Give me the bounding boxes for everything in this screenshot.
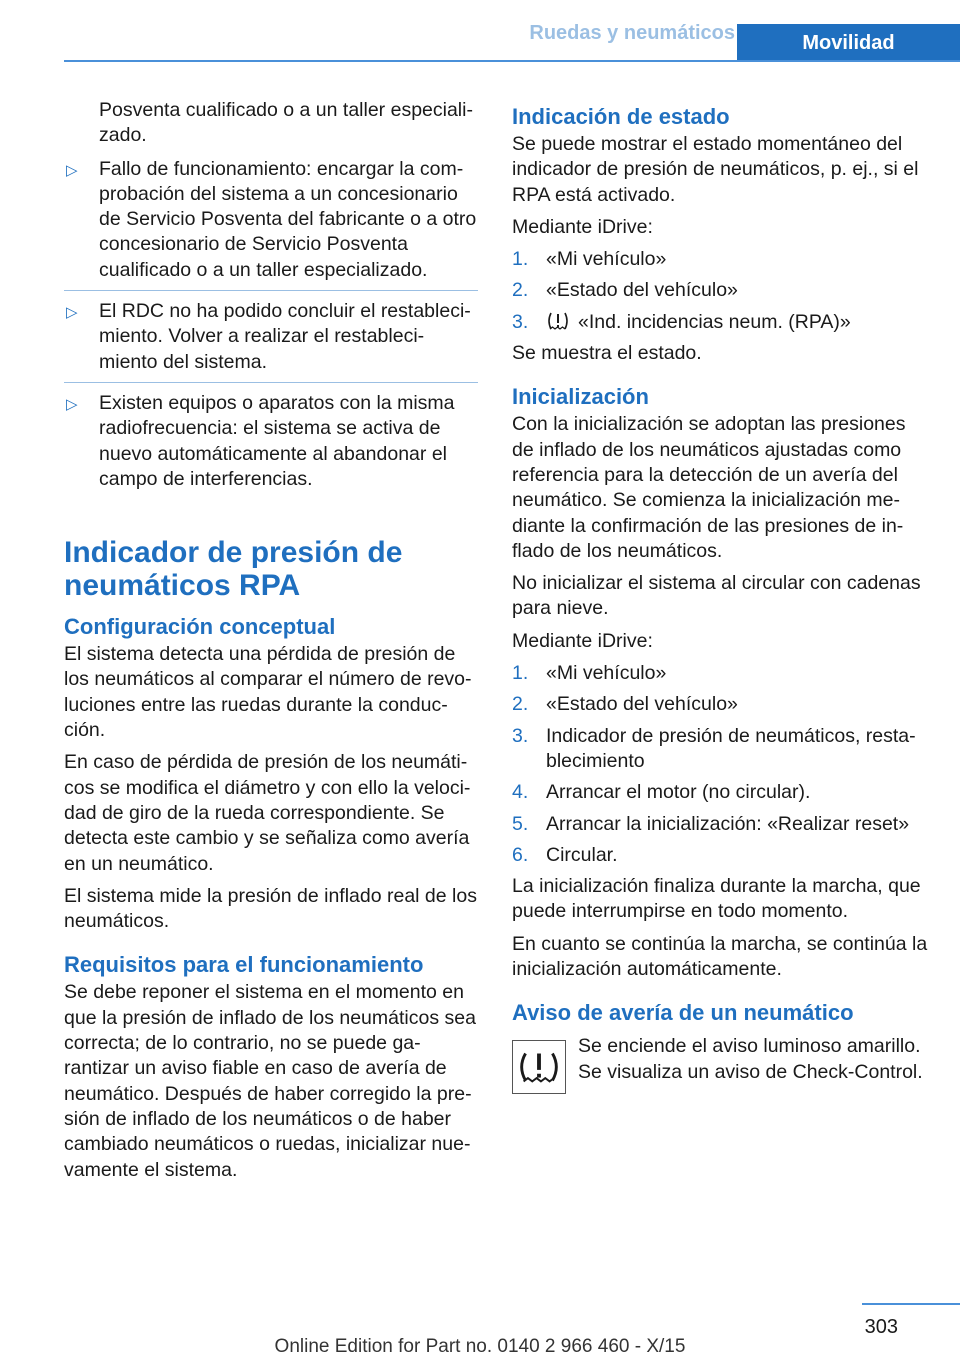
step-number: 6. [512,843,529,866]
subheading-requirements: Requisitos para el funcionamiento [64,952,424,978]
step-number: 1. [512,248,529,271]
footer-rule [862,1303,960,1305]
paragraph: Se debe reponer el sistema en el momento en que la presión de inflado de los neumáticos sea correcta; de lo contrario, no se puede ga‐rantizar un aviso fiable en caso de avería de neumático. Después de haber corregido la pre‐sión de inflado de los neumáticos o de haber cambiado neumáticos o ruedas, inicializar nue‐vamente el sistema. [64,981,476,1181]
list-item [512,247,930,272]
bullet-text: Fallo de funcionamiento: encargar la com‐probación del sistema a un concesionario de Servicio Posventa del fabricante o a otro concesionario de Servicio Posventa cualificado o a un taller especializado. [99,157,477,281]
list-item [512,692,930,717]
triangle-bullet-icon: ▷ [66,161,78,179]
warning-block [512,1034,930,1100]
subheading-concept: Configuración conceptual [64,614,336,640]
chapter-tab[interactable]: Movilidad [737,24,960,62]
section-tab[interactable]: Ruedas y neumáticos [529,22,735,44]
paragraph: Se muestra el estado. [512,342,702,365]
list-item [512,843,930,868]
step-number: 2. [512,279,529,302]
paragraph: Mediante iDrive: [512,215,653,238]
status-steps [512,247,930,335]
paragraph: En cuanto se continúa la marcha, se continúa la inicialización automáticamente. [512,932,928,981]
paragraph: Se puede mostrar el estado momentáneo del indicador de presión de neumáticos, p. ej., si el RPA está activado. [512,133,919,206]
step-number: 1. [512,662,529,685]
warning-text: Se enciende el aviso luminoso amarillo. Se visualiza un aviso de Check-Control. [578,1035,923,1083]
list-item [512,661,930,686]
list-item [512,812,930,837]
paragraph: En caso de pérdida de presión de los neumáti‐cos se modifica el diámetro y con ello la veloci‐dad de giro de la rueda correspondiente. Se detecta este cambio y se señaliza como avería en un neumático. [64,751,471,875]
step-text: Arrancar la inicialización: «Realizar reset» [546,812,910,835]
left-column [64,98,478,1190]
subheading-tire-warning: Aviso de avería de un neumático [512,1000,854,1026]
step-number: 3. [512,724,529,747]
step-number: 3. [512,310,529,333]
bullet-text: El RDC no ha podido concluir el restableci‐miento. Volver a realizar el restableci‐miento del sistema. [99,300,471,373]
list-item [512,310,930,335]
step-number: 5. [512,812,529,835]
continuation-text: Posventa cualificado o a un taller especiali‐zado. [99,99,473,147]
step-text: «Estado del vehículo» [546,279,738,302]
list-item [64,391,478,500]
edition-note: Online Edition for Part no. 0140 2 966 460 - X/15 [274,1336,686,1357]
step-text: Indicador de presión de neumáticos, resta‐blecimiento [546,724,916,772]
step-text: «Mi vehículo» [546,248,667,271]
tire-warning-lamp-icon [512,1040,566,1094]
page-header [0,0,960,62]
step-text: «Mi vehículo» [546,662,667,685]
list-item [64,157,478,291]
paragraph: Con la inicialización se adoptan las presiones de inflado de los neumáticos ajustadas como referencia para la detección de un avería del neumático. Se comienza la inicialización me‐diante la confirmación de las presiones de in‐flado de los neumáticos. [512,413,906,562]
step-text: Circular. [546,843,618,866]
list-item [512,780,930,805]
header-rule [64,60,960,62]
paragraph: El sistema mide la presión de inflado real de los neumáticos. [64,884,477,933]
step-text: «Estado del vehículo» [546,693,738,716]
paragraph: La inicialización finaliza durante la marcha, que puede interrumpirse en todo momento. [512,875,921,923]
triangle-bullet-icon: ▷ [66,304,78,322]
subheading-status: Indicación de estado [512,104,730,129]
step-text: Arrancar el motor (no circular). [546,781,811,804]
section-heading: Indicador de presión de neumáticos RPA [64,536,403,603]
right-column [512,98,930,1100]
list-item [512,278,930,303]
list-item [64,299,478,383]
bullet-text: Existen equipos o aparatos con la misma radiofrecuencia: el sistema se activa de nuevo automáticamente al abandonar el campo de interferencias. [99,391,455,490]
paragraph: No inicializar el sistema al circular con cadenas para nieve. [512,572,921,620]
page-number: 303 [864,1316,898,1338]
init-steps [512,661,930,868]
step-number: 2. [512,693,529,716]
step-text: «Ind. incidencias neum. (RPA)» [578,310,851,333]
tire-warning-icon [546,311,570,331]
bullet-list [64,157,478,501]
paragraph: Mediante iDrive: [512,629,653,652]
triangle-bullet-icon: ▷ [66,395,78,413]
subheading-initialization: Inicialización [512,384,649,410]
list-item [512,724,930,775]
paragraph: El sistema detecta una pérdida de presión de los neumáticos al comparar el número de revo‐luciones entre las ruedas durante la conduc‐ción. [64,643,472,742]
step-number: 4. [512,781,529,804]
